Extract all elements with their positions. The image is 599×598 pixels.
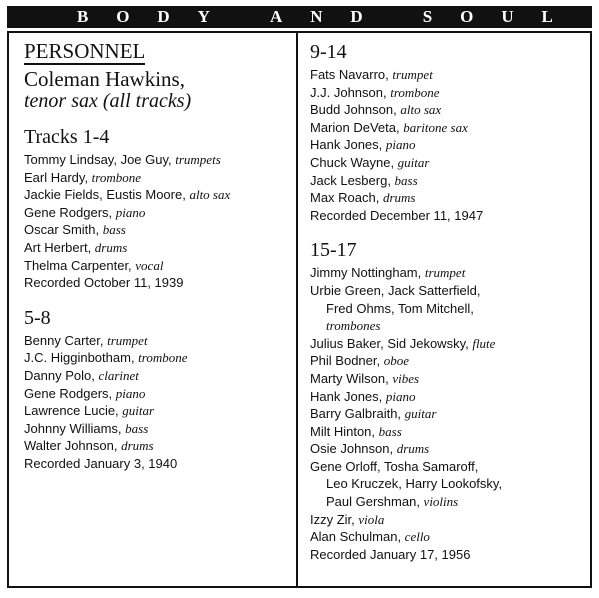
banner-letter: D xyxy=(157,7,171,26)
personnel-line xyxy=(310,335,586,353)
musician-name: Marion DeVeta, xyxy=(310,119,404,135)
instrument: trombone xyxy=(91,169,142,185)
column-divider xyxy=(296,31,298,588)
instrument: oboe xyxy=(383,353,409,369)
banner-letter: S xyxy=(422,7,434,26)
personnel-line xyxy=(310,136,586,154)
musician-name: Thelma Carpenter, xyxy=(24,257,136,273)
banner-letter: O xyxy=(116,7,131,26)
personnel-line xyxy=(310,300,586,318)
musician-name: Lawrence Lucie, xyxy=(24,403,123,419)
personnel-line xyxy=(310,405,586,423)
musician-name: Jackie Fields, Eustis Moore, xyxy=(24,187,190,203)
personnel-line xyxy=(310,528,586,546)
personnel-line xyxy=(24,349,292,367)
banner-letter: N xyxy=(310,7,324,26)
personnel-line xyxy=(24,332,292,350)
personnel-line xyxy=(24,221,292,239)
banner-letter: A xyxy=(270,7,284,26)
musician-name: Paul Gershman, xyxy=(326,494,424,510)
instrument: piano xyxy=(385,388,416,404)
musician-name: Osie Johnson, xyxy=(310,441,397,457)
musician-name: Barry Galbraith, xyxy=(310,406,405,422)
leader-name: Coleman Hawkins, xyxy=(24,67,185,91)
personnel-line xyxy=(310,207,586,225)
instrument: piano xyxy=(115,385,146,401)
personnel-line xyxy=(310,119,586,137)
instrument: drums xyxy=(382,190,416,206)
instrument: trumpet xyxy=(392,67,433,82)
instrument: trumpets xyxy=(175,152,221,167)
musician-name: Recorded January 17, 1956 xyxy=(310,546,471,562)
musician-name: Gene Rodgers, xyxy=(24,204,116,220)
musician-name: J.J. Johnson, xyxy=(310,84,391,100)
personnel-line xyxy=(310,388,586,406)
musician-name: Jack Lesberg, xyxy=(310,172,395,188)
instrument: guitar xyxy=(122,403,155,419)
personnel-line xyxy=(310,370,586,388)
personnel-line xyxy=(310,511,586,529)
musician-name: Jimmy Nottingham, xyxy=(310,265,425,281)
musician-name: Art Herbert, xyxy=(24,239,95,255)
section-lines xyxy=(310,264,586,563)
personnel-line xyxy=(310,352,586,370)
personnel-line xyxy=(310,84,586,102)
personnel-line xyxy=(310,423,586,441)
banner-letter: O xyxy=(460,7,475,26)
personnel-line xyxy=(310,172,586,190)
instrument: alto sax xyxy=(189,187,231,203)
musician-name: Izzy Zir, xyxy=(310,511,359,527)
personnel-line xyxy=(24,274,292,292)
instrument: drums xyxy=(94,239,128,255)
instrument: bass xyxy=(125,420,149,436)
banner-letter: L xyxy=(541,7,554,26)
instrument: trombone xyxy=(390,84,440,100)
personnel-line xyxy=(310,546,586,564)
instrument: viola xyxy=(358,511,385,527)
personnel-line xyxy=(310,66,586,84)
left-column xyxy=(24,37,292,473)
musician-name: Tommy Lindsay, Joe Guy, xyxy=(24,152,176,167)
section-lines xyxy=(24,332,292,473)
personnel-line xyxy=(24,402,292,420)
instrument: drums xyxy=(121,438,154,454)
instrument: alto sax xyxy=(400,102,442,118)
musician-name: Leo Kruczek, Harry Lookofsky, xyxy=(326,476,503,492)
section-lines xyxy=(24,151,292,292)
instrument: flute xyxy=(472,335,496,351)
banner-letter xyxy=(238,6,243,28)
instrument: trombones xyxy=(326,318,381,334)
musician-name: Hank Jones, xyxy=(310,388,386,404)
personnel-line xyxy=(24,385,292,403)
musician-name: Johnny Williams, xyxy=(24,420,126,436)
section-heading: 9-14 xyxy=(310,41,347,63)
banner-letter: D xyxy=(350,7,364,26)
personnel-line xyxy=(24,257,292,275)
instrument: drums xyxy=(396,441,430,457)
instrument: guitar xyxy=(404,406,437,422)
musician-name: Alan Schulman, xyxy=(310,529,405,545)
section-lines xyxy=(310,66,586,224)
musician-name: Fred Ohms, Tom Mitchell, xyxy=(326,300,474,316)
banner-letter xyxy=(391,6,396,28)
musician-name: Oscar Smith, xyxy=(24,222,103,238)
personnel-line xyxy=(310,440,586,458)
section-heading: Tracks 1-4 xyxy=(24,126,110,148)
musician-name: Gene Rodgers, xyxy=(24,385,116,401)
instrument: trumpet xyxy=(424,265,466,281)
album-title xyxy=(7,6,592,28)
instrument: clarinet xyxy=(98,367,139,383)
instrument: bass xyxy=(394,172,418,188)
musician-name: J.C. Higginbotham, xyxy=(24,350,139,366)
personnel-line xyxy=(24,239,292,257)
personnel-line xyxy=(24,420,292,438)
personnel-line xyxy=(24,151,292,169)
instrument: violins xyxy=(423,494,459,510)
musician-name: Marty Wilson, xyxy=(310,370,393,386)
musician-name: Max Roach, xyxy=(310,190,383,206)
instrument: cello xyxy=(404,529,430,545)
leader-role: tenor sax (all tracks) xyxy=(24,90,192,112)
musician-name: Hank Jones, xyxy=(310,137,386,153)
album-title-banner xyxy=(7,6,592,28)
personnel-line xyxy=(24,204,292,222)
personnel-line xyxy=(24,169,292,187)
personnel-line xyxy=(310,264,586,282)
musician-name: Recorded January 3, 1940 xyxy=(24,455,178,471)
musician-name: Chuck Wayne, xyxy=(310,154,398,170)
musician-name: Recorded October 11, 1939 xyxy=(24,275,184,291)
banner-letter: Y xyxy=(197,7,211,26)
personnel-line xyxy=(24,367,292,385)
musician-name: Urbie Green, Jack Satterfield, xyxy=(310,282,481,298)
instrument: trombone xyxy=(138,350,188,366)
instrument: piano xyxy=(115,204,146,220)
instrument: bass xyxy=(102,222,126,238)
personnel-line xyxy=(310,101,586,119)
section-heading: 15-17 xyxy=(310,239,357,262)
personnel-line xyxy=(310,317,586,335)
right-column xyxy=(310,37,586,563)
personnel-line xyxy=(24,186,292,204)
musician-name: Earl Hardy, xyxy=(24,169,92,185)
instrument: trumpet xyxy=(107,332,148,348)
personnel-line xyxy=(310,154,586,172)
musician-name: Phil Bodner, xyxy=(310,353,384,369)
musician-name: Budd Johnson, xyxy=(310,102,401,118)
instrument: piano xyxy=(385,137,416,153)
instrument: vibes xyxy=(392,370,420,386)
personnel-line xyxy=(310,475,586,493)
musician-name: Benny Carter, xyxy=(24,332,108,348)
personnel-line xyxy=(310,282,586,300)
musician-name: Julius Baker, Sid Jekowsky, xyxy=(310,335,473,351)
personnel-line xyxy=(310,189,586,207)
musician-name: Gene Orloff, Tosha Samaroff, xyxy=(310,458,479,474)
musician-name: Fats Navarro, xyxy=(310,67,393,82)
personnel-line xyxy=(24,455,292,473)
musician-name: Walter Johnson, xyxy=(24,438,122,454)
personnel-line xyxy=(310,493,586,511)
musician-name: Recorded December 11, 1947 xyxy=(310,207,484,223)
instrument: guitar xyxy=(397,154,430,170)
banner-letter: U xyxy=(501,7,515,26)
personnel-heading: PERSONNEL xyxy=(24,39,146,63)
instrument: baritone sax xyxy=(403,119,468,135)
banner-letter: B xyxy=(77,7,90,26)
section-heading: 5-8 xyxy=(24,306,51,329)
instrument: bass xyxy=(378,423,402,439)
personnel-line xyxy=(310,458,586,476)
personnel-line xyxy=(24,437,292,455)
musician-name: Danny Polo, xyxy=(24,367,99,383)
instrument: vocal xyxy=(135,257,164,273)
musician-name: Milt Hinton, xyxy=(310,423,379,439)
